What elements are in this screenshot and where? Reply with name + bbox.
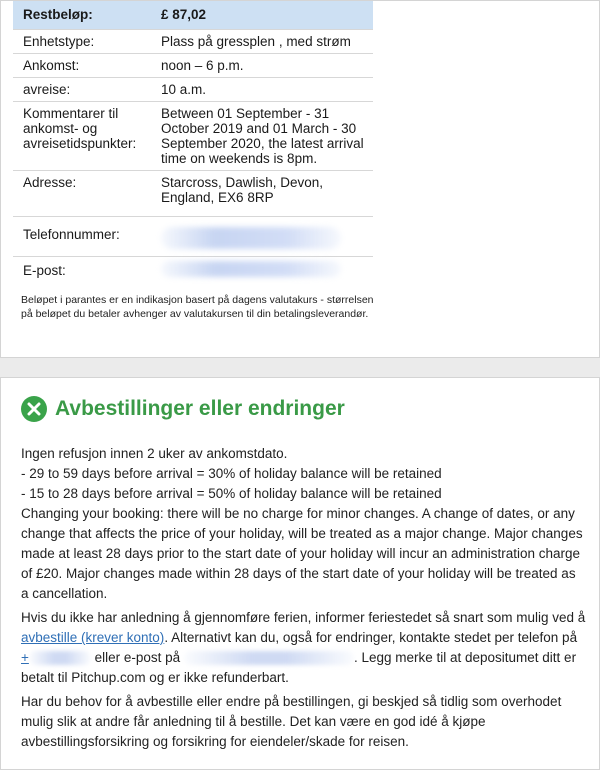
departure-value: 10 a.m. [151,77,373,101]
cancellation-policy [21,444,586,756]
currency-note: Beløpet i parantes er en indikasjon basert på dagens valutakurs - størrelsen på beløpet du betaler avhenger av valutakursen til din betalingsleverandør. [21,294,374,320]
email-value [151,256,373,284]
cancel-booking-link[interactable]: avbestille (krever konto) [21,630,165,645]
arrival-value: noon – 6 p.m. [151,53,373,77]
phone-link[interactable]: + [21,650,29,665]
booking-details-table [13,1,373,284]
redacted-phone [161,227,341,249]
phone-label: Telefonnummer: [13,216,151,256]
redacted-email [161,261,341,277]
changes-paragraph: Changing your booking: there will be no charge for minor changes. A change of dates, or any change that affects the price of your holiday, will be treated as a major change. Major changes made at least 28 days prior to the start date of your holiday will incur an administration charge of £20. Major changes made within 28 days of the start date of your holiday will be treated as a cancellation. [21,506,583,601]
cancellation-card [0,377,600,770]
table-row [13,53,373,77]
arrival-label: Ankomst: [13,53,151,77]
address-value: Starcross, Dawlish, Devon, England, EX6 8RP [151,170,373,216]
balance-label: Restbeløp: [13,1,151,29]
redacted-phone [29,651,91,665]
table-row [13,256,373,284]
table-row [13,77,373,101]
table-row [13,170,373,216]
booking-details-card [0,0,600,358]
email-label: E-post: [23,262,66,278]
unit-type-value: Plass på gressplen , med strøm [151,29,373,53]
advice-paragraph: Har du behov for å avbestille eller endre på bestillingen, gi beskjed så tidlig som overhodet mulig slik at andre får anledning til å bestille. Det kan være en god idé å kjøpe avbestillingsforsikring og forsikring for eiendeler/skade for reisen. [21,694,562,749]
x-circle-icon [21,396,47,422]
policy-line-3: - 15 to 28 days before arrival = 50% of holiday balance will be retained [21,486,442,501]
table-row [13,1,373,29]
redacted-email [184,651,354,665]
policy-line-2: - 29 to 59 days before arrival = 30% of holiday balance will be retained [21,466,442,481]
contact-paragraph: Hvis du ikke har anledning å gjennomføre ferien, informer feriestedet så snart som mulig ved å avbestille (krever konto). Alternativt kan du, også for endringer, kontakte stedet per telefon på + eller e-post på . Legg merke til at depositumet ditt er betalt til Pitchup.com og er ikke refunderbart. [21,610,586,685]
comments-label: Kommentarer til ankomst- og avreisetidspunkter: [13,101,151,170]
unit-type-label: Enhetstype: [13,29,151,53]
comments-value: Between 01 September - 31 October 2019 and 01 March - 30 September 2020, the latest arrival time on weekends is 8pm. [151,101,373,170]
table-row [13,101,373,170]
balance-value: £ 87,02 [151,1,373,29]
cancellation-heading: Avbestillinger eller endringer [55,397,345,420]
table-row [13,29,373,53]
address-label: Adresse: [13,170,151,216]
departure-label: avreise: [13,77,151,101]
policy-line-1: Ingen refusjon innen 2 uker av ankomstdato. [21,446,288,461]
table-row [13,216,373,256]
cancellation-header [21,396,345,422]
phone-value [151,216,373,256]
